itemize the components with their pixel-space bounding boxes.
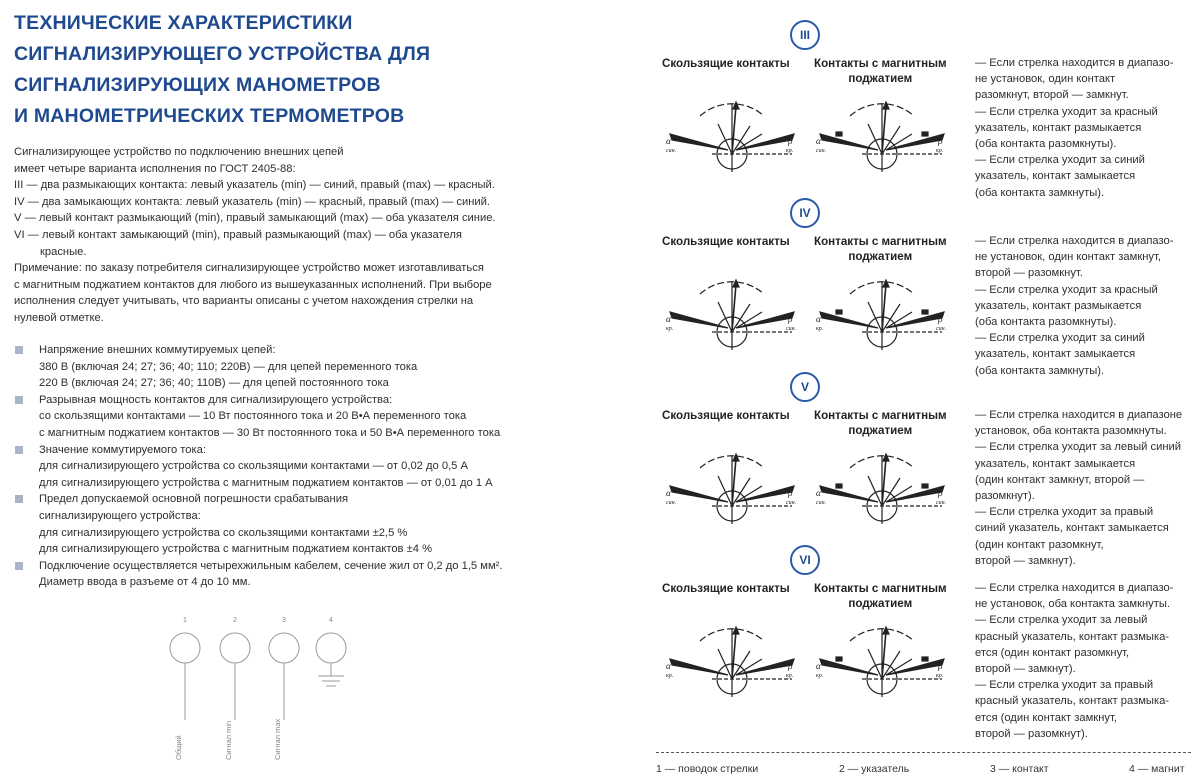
spec-line: со скользящими контактами — 10 Вт постоянного тока и 20 В•А переменного тока: [39, 410, 467, 423]
magnetic-contacts-heading: [814, 56, 947, 86]
svg-text:α: α: [816, 136, 821, 146]
description-line: указатель, контакт замыкается: [975, 348, 1136, 361]
description-line: — Если стрелка уходит за синий: [975, 332, 1145, 345]
description-line: (оба контакта замкнуты).: [975, 186, 1105, 199]
svg-text:кр.: кр.: [786, 148, 794, 154]
svg-text:β: β: [938, 314, 943, 324]
description-line: (один контакт замкнут, второй —: [975, 473, 1145, 486]
spec-line: Разрывная мощность контактов для сигнализирующего устройства:: [39, 393, 393, 406]
svg-text:син.: син.: [816, 148, 827, 154]
magnetic-contacts-diagram: [812, 617, 952, 697]
description-line: второй — разомкнут).: [975, 727, 1088, 740]
spec-line: для сигнализирующего устройства с магнитным поджатием контактов — от 0,01 до 1 А: [39, 476, 493, 489]
pin-4-circle: [316, 633, 346, 663]
intro-line: красные.: [40, 245, 87, 258]
sliding-contacts-diagram: [662, 617, 802, 697]
description-line: указатель, контакт замыкается: [975, 170, 1136, 183]
intro-line: III — два размыкающих контакта: левый указатель (min) — синий, правый (max) — красный.: [14, 179, 495, 192]
svg-text:β: β: [788, 661, 793, 671]
sliding-contacts-diagram: [662, 92, 802, 172]
magnetic-heading-line-2: поджатием: [848, 250, 913, 263]
spec-line: Диаметр ввода в разъеме от 4 до 10 мм.: [39, 576, 251, 589]
svg-text:син.: син.: [786, 326, 797, 332]
svg-text:β: β: [788, 488, 793, 498]
bullet-square-icon: [15, 562, 23, 570]
pin-3-label: Сигнал max: [273, 718, 282, 760]
intro-line: IV — два замыкающих контакта: левый указатель (min) — красный, правый (max) — синий.: [14, 195, 491, 208]
variant-badge: V: [790, 372, 820, 402]
description-line: — Если стрелка уходит за правый: [975, 506, 1154, 519]
pin-3-number: 3: [282, 617, 286, 624]
bullet-square-icon: [15, 446, 23, 454]
svg-text:β: β: [788, 136, 793, 146]
description-line: (оба контакта разомкнуты).: [975, 138, 1117, 151]
description-line: красный указатель, контакт размыка-: [975, 630, 1170, 643]
intro-line: Сигнализирующее устройство по подключению внешних цепей: [14, 146, 344, 158]
description-line: указатель, контакт размыкается: [975, 299, 1142, 312]
legend-item-1: 1 — поводок стрелки: [656, 763, 759, 775]
description-line: указатель, контакт замыкается: [975, 457, 1136, 470]
spec-item: [14, 442, 614, 492]
legend-item-4: 4 — магнит: [1129, 763, 1185, 775]
connector-diagram: [160, 610, 360, 780]
legend: [656, 752, 1191, 775]
magnetic-heading-line-1: Контакты с магнитным: [814, 582, 947, 595]
intro-line: VI — левый контакт замыкающий (min), правый размыкающий (max) — оба указателя: [14, 228, 462, 241]
specs-list: [14, 342, 614, 591]
variant-description: [975, 407, 1197, 569]
description-line: второй — замкнут).: [975, 663, 1076, 676]
bullet-square-icon: [15, 396, 23, 404]
variant-badge: IV: [790, 198, 820, 228]
pin-1-label: Общий: [174, 735, 183, 760]
svg-text:β: β: [938, 488, 943, 498]
description-line: разомкнут).: [975, 490, 1035, 503]
title-line-3: СИГНАЛИЗИРУЮЩИХ МАНОМЕТРОВ: [14, 74, 381, 96]
description-line: — Если стрелка находится в диапазо-: [975, 582, 1174, 594]
magnetic-contacts-diagram: [812, 444, 952, 524]
pin-4-number: 4: [329, 617, 333, 624]
description-line: — Если стрелка уходит за красный: [975, 105, 1158, 118]
svg-text:син.: син.: [936, 500, 947, 506]
variant-description: [975, 55, 1197, 201]
description-line: не установок, оба контакта замкнуты.: [975, 598, 1171, 611]
svg-text:син.: син.: [666, 148, 677, 154]
svg-text:β: β: [938, 136, 943, 146]
magnetic-contacts-heading: [814, 408, 947, 438]
title-line-1: ТЕХНИЧЕСКИЕ ХАРАКТЕРИСТИКИ: [14, 12, 353, 34]
svg-text:син.: син.: [816, 500, 827, 506]
pin-2-number: 2: [233, 617, 237, 624]
note-line: Примечание: по заказу потребителя сигнализирующее устройство может изготавливаться: [14, 262, 484, 275]
spec-line: с магнитным поджатием контактов — 30 Вт постоянного тока и 50 В•А переменного тока: [39, 426, 501, 439]
legend-item-2: 2 — указатель: [839, 763, 910, 775]
spec-line: Напряжение внешних коммутируемых цепей:: [39, 344, 276, 356]
magnetic-contacts-diagram: [812, 92, 952, 172]
description-line: не установок, один контакт: [975, 73, 1116, 86]
page-title: [14, 8, 574, 132]
magnetic-heading-line-2: поджатием: [848, 72, 913, 85]
intro-line: V — левый контакт размыкающий (min), правый замыкающий (max) — оба указателя синие.: [14, 212, 496, 225]
svg-text:кр.: кр.: [816, 673, 824, 679]
description-line: установок, оба контакта разомкнуты.: [975, 425, 1167, 438]
sliding-contacts-diagram: [662, 270, 802, 350]
description-line: (оба контакта разомкнуты).: [975, 316, 1117, 329]
svg-text:кр.: кр.: [786, 673, 794, 679]
description-line: — Если стрелка уходит за красный: [975, 283, 1158, 296]
bullet-square-icon: [15, 346, 23, 354]
svg-text:α: α: [666, 136, 671, 146]
svg-text:син.: син.: [666, 500, 677, 506]
description-line: — Если стрелка уходит за синий: [975, 154, 1145, 167]
legend-item-3: 3 — контакт: [990, 763, 1049, 775]
variant-badge: III: [790, 20, 820, 50]
variant-description: [975, 580, 1197, 742]
spec-line: сигнализирующего устройства:: [39, 509, 201, 522]
description-line: (один контакт разомкнут,: [975, 538, 1104, 551]
magnetic-heading-line-1: Контакты с магнитным: [814, 409, 947, 422]
pin-1-circle: [170, 633, 200, 663]
svg-text:син.: син.: [936, 326, 947, 332]
svg-text:α: α: [816, 661, 821, 671]
note-line: с магнитным поджатием контактов для любого из вышеуказанных исполнений. При выборе: [14, 278, 492, 291]
description-line: — Если стрелка находится в диапазо-: [975, 57, 1174, 69]
magnetic-contacts-heading: [814, 581, 947, 611]
intro-line: имеет четыре варианта исполнения по ГОСТ 2405-88:: [14, 162, 296, 175]
svg-text:β: β: [938, 661, 943, 671]
description-line: не установок, один контакт замкнут,: [975, 251, 1161, 264]
description-line: второй — разомкнут.: [975, 267, 1083, 280]
description-line: ется (один контакт разомкнут,: [975, 646, 1130, 659]
title-line-4: И МАНОМЕТРИЧЕСКИХ ТЕРМОМЕТРОВ: [14, 105, 405, 127]
svg-text:кр.: кр.: [936, 673, 944, 679]
description-line: ется (один контакт замкнут,: [975, 711, 1117, 724]
description-line: разомкнут, второй — замкнут.: [975, 89, 1129, 102]
variant-badge: VI: [790, 545, 820, 575]
svg-text:кр.: кр.: [816, 326, 824, 332]
description-line: — Если стрелка уходит за правый: [975, 679, 1154, 692]
pin-2-circle: [220, 633, 250, 663]
description-line: — Если стрелка уходит за левый синий: [975, 441, 1182, 454]
title-line-2: СИГНАЛИЗИРУЮЩЕГО УСТРОЙСТВА ДЛЯ: [14, 43, 431, 65]
description-line: — Если стрелка находится в диапазо-: [975, 235, 1174, 247]
magnetic-heading-line-1: Контакты с магнитным: [814, 235, 947, 248]
variant-description: [975, 233, 1197, 379]
spec-item: [14, 392, 614, 442]
magnetic-contacts-heading: [814, 234, 947, 264]
description-line: синий указатель, контакт замыкается: [975, 522, 1169, 535]
description-line: — Если стрелка находится в диапазоне: [975, 409, 1183, 421]
magnetic-heading-line-2: поджатием: [848, 597, 913, 610]
spec-line: для сигнализирующего устройства с магнитным поджатием контактов ±4 %: [39, 543, 433, 556]
magnetic-heading-line-2: поджатием: [848, 424, 913, 437]
spec-line: 220 В (включая 24; 27; 36; 40; 110В) — для цепей постоянного тока: [39, 377, 389, 390]
svg-text:α: α: [816, 314, 821, 324]
svg-text:кр.: кр.: [936, 148, 944, 154]
svg-text:α: α: [666, 661, 671, 671]
spec-line: для сигнализирующего устройства со скользящими контактами ±2,5 %: [39, 526, 408, 539]
svg-text:α: α: [666, 488, 671, 498]
svg-text:син.: син.: [786, 500, 797, 506]
svg-text:β: β: [788, 314, 793, 324]
spec-line: 380 В (включая 24; 27; 36; 40; 110; 220В) — для цепей переменного тока: [39, 360, 418, 373]
sliding-contacts-heading: Скользящие контакты: [662, 235, 790, 248]
spec-item: [14, 491, 614, 557]
pin-3-circle: [269, 633, 299, 663]
spec-line: Предел допускаемой основной погрешности срабатывания: [39, 493, 349, 506]
bullet-square-icon: [15, 495, 23, 503]
description-line: красный указатель, контакт размыка-: [975, 695, 1170, 708]
svg-text:α: α: [666, 314, 671, 324]
description-line: — Если стрелка уходит за левый: [975, 614, 1148, 627]
magnetic-contacts-diagram: [812, 270, 952, 350]
svg-text:α: α: [816, 488, 821, 498]
pin-2-label: Сигнал min: [224, 720, 233, 760]
magnetic-heading-line-1: Контакты с магнитным: [814, 57, 947, 70]
sliding-contacts-heading: Скользящие контакты: [662, 57, 790, 70]
spec-line: Подключение осуществляется четырехжильным кабелем, сечение жил от 0,2 до 1,5 мм².: [39, 559, 503, 572]
sliding-contacts-diagram: [662, 444, 802, 524]
note-line: исполнения следует учитывать, что варианты описаны с учетом нахождения стрелки на: [14, 295, 474, 308]
note-line: нулевой отметке.: [14, 311, 104, 324]
svg-text:кр.: кр.: [666, 326, 674, 332]
spec-item: [14, 342, 614, 392]
spec-line: для сигнализирующего устройства со скользящими контактами — от 0,02 до 0,5 А: [39, 460, 468, 473]
spec-line: Значение коммутируемого тока:: [39, 443, 206, 456]
svg-text:кр.: кр.: [666, 673, 674, 679]
sliding-contacts-heading: Скользящие контакты: [662, 582, 790, 595]
description-line: указатель, контакт размыкается: [975, 121, 1142, 134]
spec-item: [14, 558, 614, 591]
intro-text: [14, 144, 614, 327]
pin-1-number: 1: [183, 617, 187, 624]
sliding-contacts-heading: Скользящие контакты: [662, 409, 790, 422]
description-line: (оба контакта замкнуты).: [975, 364, 1105, 377]
description-line: второй — замкнут).: [975, 554, 1076, 567]
